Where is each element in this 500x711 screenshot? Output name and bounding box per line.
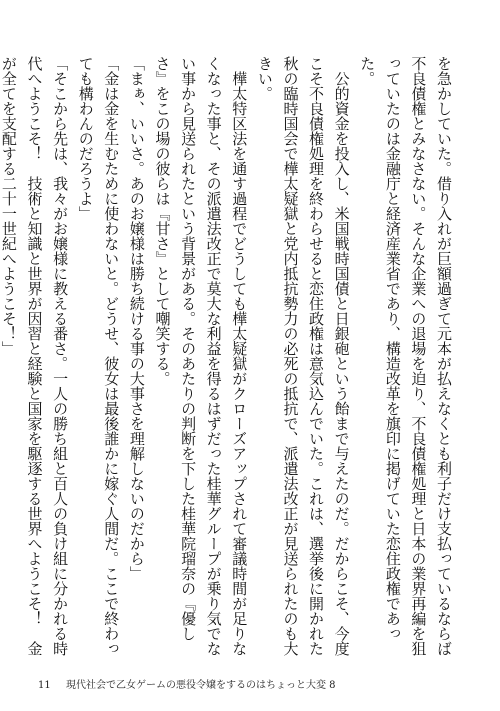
- paragraph-3: 樺太特区法を通す過程でどうしても樺太疑獄がクローズアップされて審議時間が足りなくなった事と、その派遣法改正で莫大な利益を得るはずだった桂華グループが乗り気でない事から見送られたという背景がある。そのあたりの判断を下した桂華院瑠奈の『優しさ』をこの場の彼らは『甘さ』として嘲笑する。: [153, 56, 249, 656]
- book-title: 現代社会で乙女ゲームの悪役令嬢をするのはちょっと大変 8: [66, 680, 336, 691]
- page-number: 11: [38, 680, 51, 691]
- dialogue-1: 「まぁ、いいさ。あのお嬢様は勝ち続ける事の大事さを理解しないのだから」: [127, 56, 146, 581]
- page-footer: [38, 676, 468, 691]
- dialogue-2: 「金は金を生むために使わないと。どうせ、彼女は最後誰かに嫁ぐ人間だ。ここで終わっても構わんのだろうよ」: [76, 56, 121, 656]
- body-text: [0, 56, 456, 658]
- paragraph-2: 公的資金を投入し、米国戦時国債と日銀砲という飴まで与えたのだ。だからこそ、今度こそ不良債権処理を終わらせると恋住政権は意気込んでいた。これは、選挙後に開かれた秋の臨時国会で樺太疑獄と党内抵抗勢力の必死の抵抗で、派遣法改正が見送られたのも大きい。: [255, 56, 351, 656]
- dialogue-3: 「そこから先は、我々がお嬢様に教える番さ。一人の勝ち組と百人の負け組に分かれる時代へようこそ！ 技術と知識と世界が因習と経験と国家を駆逐する世界へようこそ！ 金が全てを支配する二十一世紀へようこそ！」: [0, 56, 70, 656]
- paragraph-1: を急かしていた。借り入れが巨額過ぎて元本が払えなくとも利子だけ支払っているならば不良債権とみなさない。そんな企業への退場を迫り、不良債権処理と日本の業界再編を狙っていたのは金融庁と経済産業省であり、構造改革を旗印に掲げていた恋住政権であった。: [358, 56, 453, 656]
